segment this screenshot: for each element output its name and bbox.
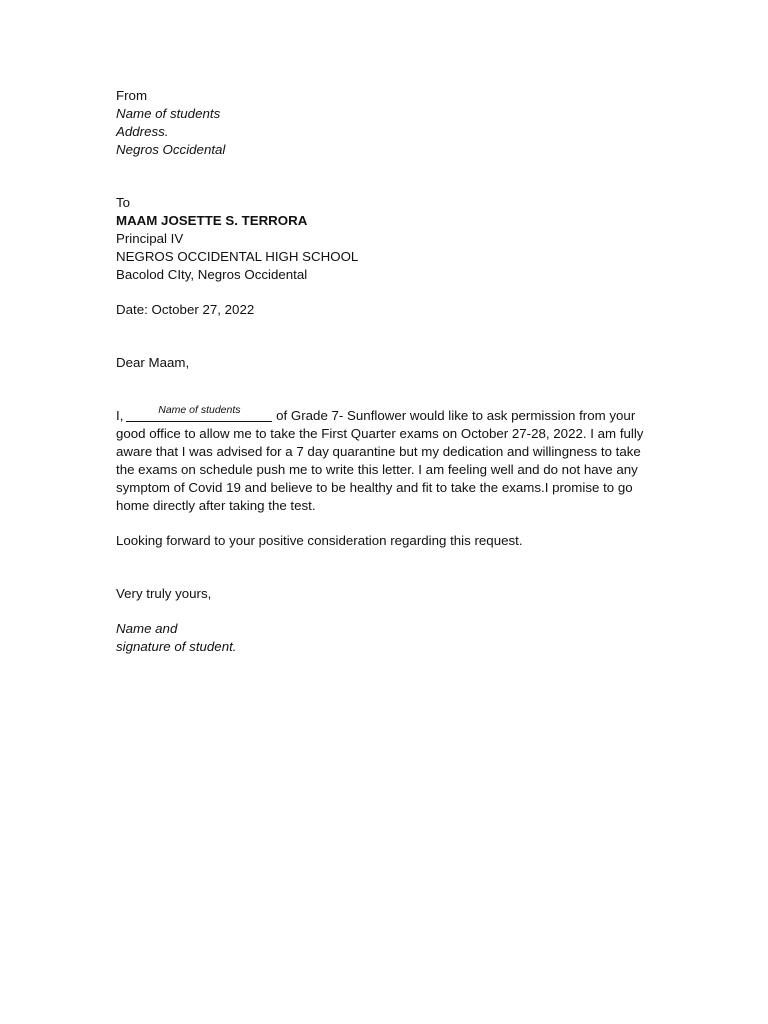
recipient-name: MAAM JOSETTE S. TERRORA <box>116 213 308 228</box>
sender-address: Address. <box>116 124 169 139</box>
recipient-city: Bacolod CIty, Negros Occidental <box>116 267 308 282</box>
signature-line-1: Name and <box>116 621 178 636</box>
letter <box>116 87 656 656</box>
sender-province: Negros Occidental <box>116 142 226 157</box>
signature-line-2: signature of student. <box>116 639 237 654</box>
body-paragraph-2: Looking forward to your positive consideration regarding this request. <box>116 533 523 548</box>
name-blank-label: Name of students <box>158 404 241 416</box>
name-blank-line <box>126 404 272 422</box>
spacer <box>116 284 656 301</box>
date-line: Date: October 27, 2022 <box>116 302 255 317</box>
spacer <box>116 603 656 620</box>
spacer <box>116 159 656 194</box>
sender-name: Name of students <box>116 106 221 121</box>
body-paragraph-1 <box>116 404 651 515</box>
spacer <box>116 515 656 532</box>
recipient-position: Principal IV <box>116 231 184 246</box>
sender-heading: From <box>116 88 148 103</box>
paragraph-1-text: of Grade 7- Sunflower would like to ask permission from your good office to allow me to take the First Quarter exams on October 27-28, 2022. I am fully aware that I was advised for a 7 day quarantine but my dedication and willingness to take the exams on schedule push me to write this letter. I am feeling well and do not have any symptom of Covid 19 and believe to be healthy and fit to take the exams.I promise to go home directly after taking the test. <box>116 408 644 513</box>
salutation: Dear Maam, <box>116 355 190 370</box>
spacer <box>116 319 656 354</box>
recipient-heading: To <box>116 195 131 210</box>
recipient-block <box>116 194 656 284</box>
valediction: Very truly yours, <box>116 586 212 601</box>
sender-block <box>116 87 656 159</box>
spacer <box>116 550 656 585</box>
opening-word: I, <box>116 408 124 423</box>
recipient-school: NEGROS OCCIDENTAL HIGH SCHOOL <box>116 249 359 264</box>
closing-block <box>116 585 656 656</box>
